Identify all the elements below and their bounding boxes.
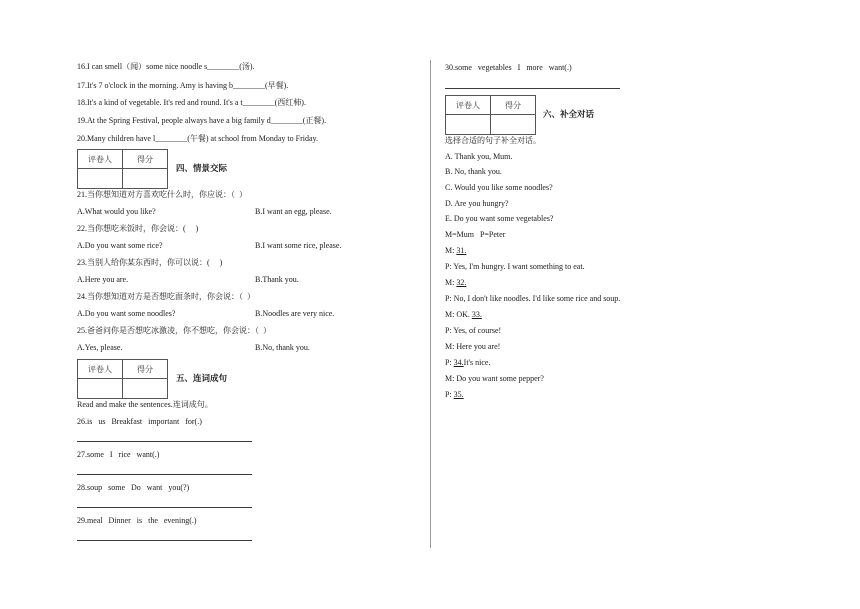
choice-question: 24.当你想知道对方是否想吃面条时，你会说：（ ） [77, 292, 255, 301]
score-label: 得分 [123, 150, 168, 169]
reorder-question: 29.meal Dinner is the evening(.) [77, 516, 197, 525]
answer-blank: 34. [453, 358, 464, 367]
choice-option-a: A.Do you want some noodles? [77, 309, 176, 318]
dialogue-text: It's nice. [463, 358, 491, 367]
score-cell [491, 115, 536, 135]
dialogue-line [445, 374, 544, 384]
answer-line [77, 474, 252, 475]
dialogue-line [445, 278, 466, 288]
choice-option-a: A.Here you are. [77, 275, 129, 284]
score-label: 得分 [491, 96, 536, 115]
choice-option-b: B.I want an egg, please. [255, 207, 332, 216]
fill-in-question: 18.It's a kind of vegetable. It's red and round. It's a t________(西红柿). [77, 98, 306, 107]
reviewer-cell [78, 379, 123, 399]
choice-option-a: A.Do you want some rice? [77, 241, 163, 250]
dialogue-text: M: OK. [445, 310, 472, 319]
dialogue-line [445, 390, 464, 400]
answer-blank: 35. [453, 390, 464, 399]
grader-table [445, 95, 536, 135]
dialogue-option: E. Do you want some vegetables? [445, 214, 554, 223]
fill-in-question: 16.I can smell（闻）some nice noodle s________(汤). [77, 62, 255, 71]
dialogue-text: M: Here you are! [445, 342, 501, 351]
answer-blank: 31. [456, 246, 467, 255]
choice-question: 22.当你想吃米饭时，你会说：( ) [77, 224, 199, 233]
reviewer-label: 评卷人 [446, 96, 491, 115]
grader-table [77, 359, 168, 399]
dialogue-text: M: Do you want some pepper? [445, 374, 544, 383]
dialogue-line [445, 246, 466, 256]
dialogue-line [445, 342, 500, 352]
column-divider [430, 60, 431, 548]
role-legend: M=Mum P=Peter [445, 230, 506, 239]
dialogue-line [445, 310, 482, 320]
answer-line [445, 88, 620, 89]
dialogue-option: A. Thank you, Mum. [445, 152, 513, 161]
dialogue-text: P: [445, 358, 454, 367]
score-cell [123, 379, 168, 399]
choice-option-b: B.Thank you. [255, 275, 299, 284]
dialogue-line [445, 294, 620, 304]
grader-table [77, 149, 168, 189]
section-title: 四、情景交际 [176, 164, 228, 174]
reviewer-cell [78, 169, 123, 189]
answer-blank: 32. [456, 278, 467, 287]
dialogue-text: P: Yes, of course! [445, 326, 502, 335]
score-label: 得分 [123, 360, 168, 379]
choice-option-b: B.I want some rice, please. [255, 241, 342, 250]
dialogue-text: M: [445, 246, 457, 255]
reviewer-label: 评卷人 [78, 360, 123, 379]
dialogue-option: B. No, thank you. [445, 167, 502, 176]
fill-in-question: 17.It's 7 o'clock in the morning. Amy is having b________(早餐). [77, 81, 289, 90]
section-instruction: Read and make the sentences.连词成句。 [77, 400, 213, 409]
choice-option-a: A.What would you like? [77, 207, 156, 216]
dialogue-text: P: No, I don't like noodles. I'd like some rice and soup. [445, 294, 621, 303]
reorder-question: 28.soup some Do want you(?) [77, 483, 190, 492]
choice-question: 23.当别人给你某东西时，你可以说：( ) [77, 258, 223, 267]
dialogue-line [445, 262, 585, 272]
answer-blank: 33. [471, 310, 482, 319]
dialogue-text: P: Yes, I'm hungry. I want something to eat. [445, 262, 585, 271]
answer-line [77, 441, 252, 442]
dialogue-line [445, 326, 501, 336]
choice-option-b: B.No, thank you. [255, 343, 310, 352]
fill-in-question: 20.Many children have l________(午餐) at school from Monday to Friday. [77, 134, 318, 143]
dialogue-option: C. Would you like some noodles? [445, 183, 553, 192]
reviewer-cell [446, 115, 491, 135]
dialogue-text: M: [445, 278, 457, 287]
section-instruction: 选择合适的句子补全对话。 [445, 136, 541, 145]
answer-line [77, 540, 252, 541]
dialogue-line [445, 358, 490, 368]
score-cell [123, 169, 168, 189]
answer-line [77, 507, 252, 508]
dialogue-option: D. Are you hungry? [445, 199, 509, 208]
choice-option-b: B.Noodles are very nice. [255, 309, 335, 318]
choice-question: 21.当你想知道对方喜欢吃什么时，你应说：（ ） [77, 190, 247, 199]
dialogue-text: P: [445, 390, 454, 399]
reorder-question: 30.some vegetables I more want(.) [445, 63, 572, 72]
reorder-question: 27.some I rice want(.) [77, 450, 160, 459]
fill-in-question: 19.At the Spring Festival, people always have a big family d________(正餐). [77, 116, 327, 125]
choice-question: 25.爸爸问你是否想吃冰激凌，你不想吃，你会说：（ ） [77, 326, 271, 335]
reviewer-label: 评卷人 [78, 150, 123, 169]
section-title: 五、连词成句 [176, 374, 228, 384]
reorder-question: 26.is us Breakfast important for(.) [77, 417, 202, 426]
choice-option-a: A.Yes, please. [77, 343, 123, 352]
section-title: 六、补全对话 [543, 110, 595, 120]
